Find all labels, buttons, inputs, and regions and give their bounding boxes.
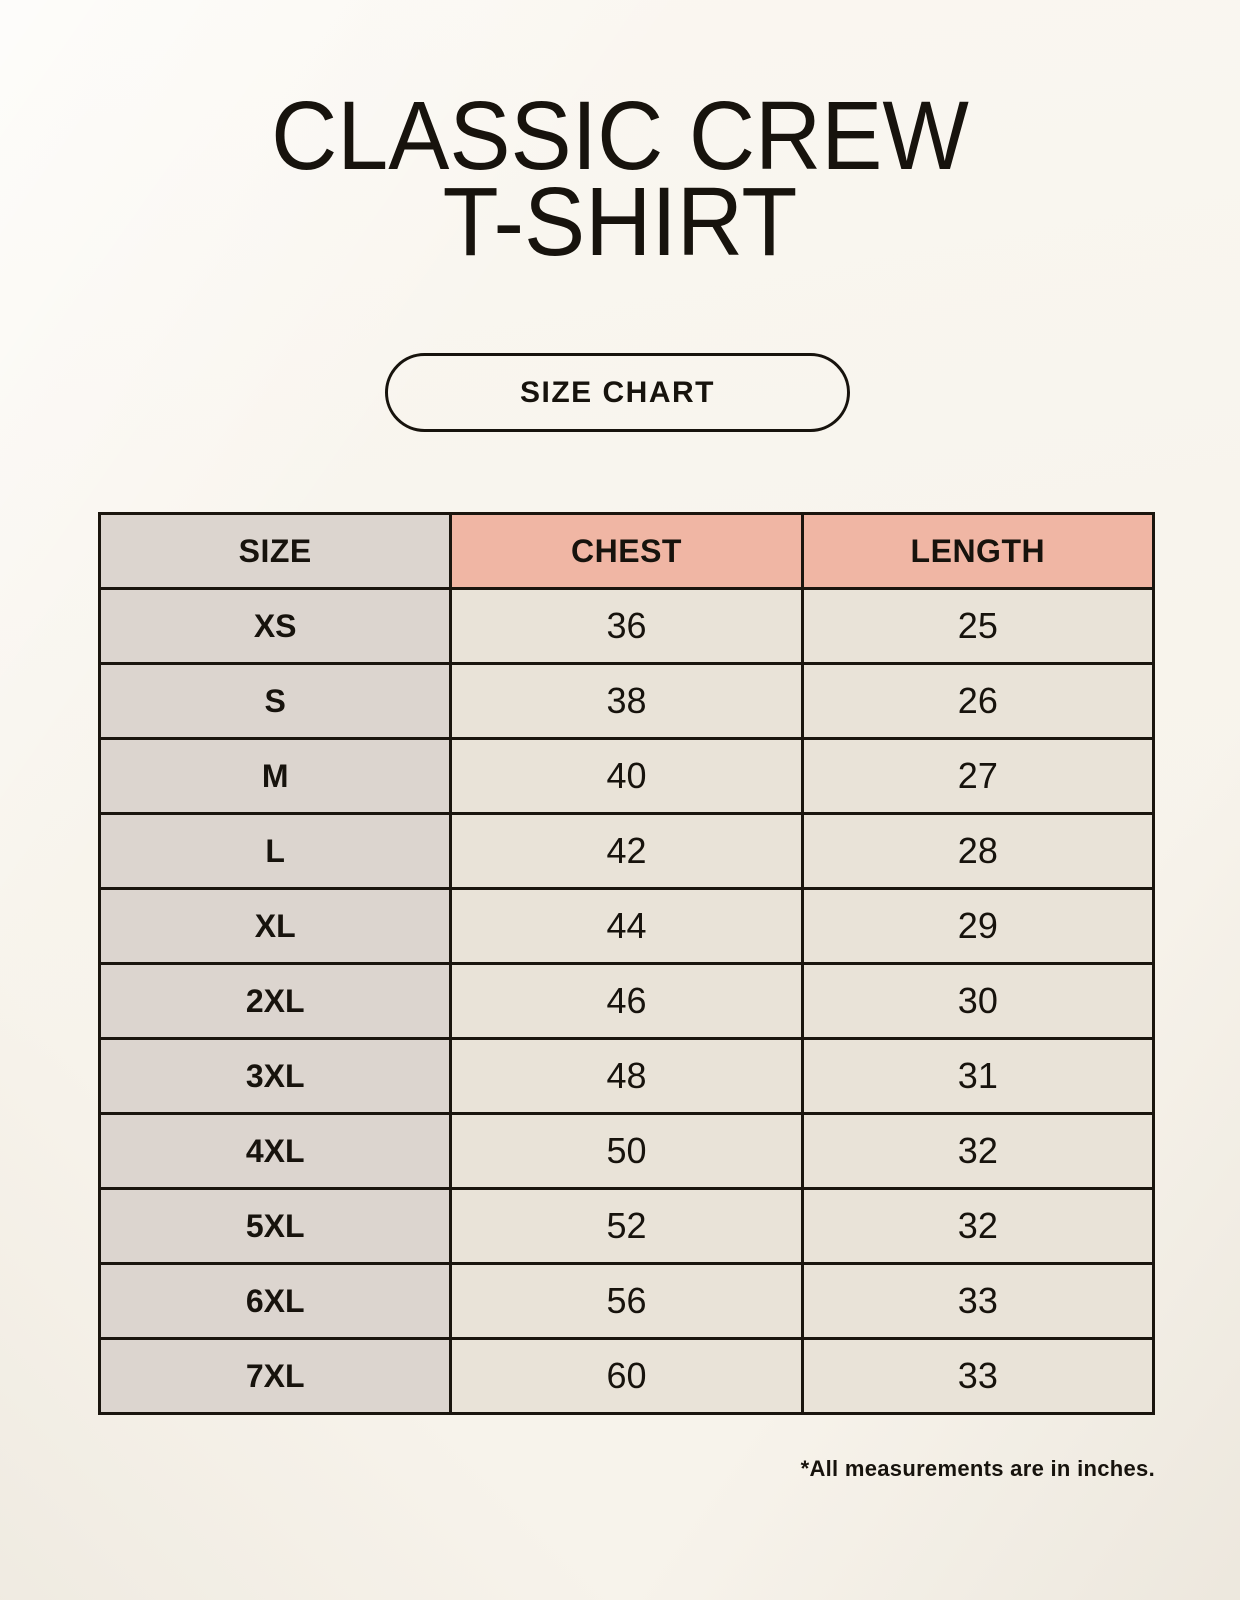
- table-row: [100, 1339, 1154, 1414]
- size-label-cell: 4XL: [100, 1114, 451, 1189]
- table-row: [100, 814, 1154, 889]
- chest-value-cell: 50: [451, 1114, 802, 1189]
- length-value-cell: 33: [802, 1339, 1153, 1414]
- length-value-cell: 31: [802, 1039, 1153, 1114]
- size-label-cell: XS: [100, 589, 451, 664]
- size-label-cell: 2XL: [100, 964, 451, 1039]
- size-label-cell: XL: [100, 889, 451, 964]
- length-value-cell: 25: [802, 589, 1153, 664]
- table-row: [100, 1189, 1154, 1264]
- table-row: [100, 964, 1154, 1039]
- chest-value-cell: 42: [451, 814, 802, 889]
- table-row: [100, 1264, 1154, 1339]
- chest-value-cell: 48: [451, 1039, 802, 1114]
- size-label-cell: 7XL: [100, 1339, 451, 1414]
- chest-value-cell: 40: [451, 739, 802, 814]
- length-value-cell: 27: [802, 739, 1153, 814]
- length-value-cell: 30: [802, 964, 1153, 1039]
- page-title: [34, 81, 1206, 276]
- page-title-line-2: T-SHIRT: [442, 167, 798, 276]
- table-row: [100, 1114, 1154, 1189]
- size-label-cell: 5XL: [100, 1189, 451, 1264]
- size-chart-table: [98, 512, 1155, 1415]
- size-chart-button[interactable]: SIZE CHART: [385, 353, 850, 432]
- table-header-row: [100, 514, 1154, 589]
- chest-value-cell: 44: [451, 889, 802, 964]
- table-row: [100, 889, 1154, 964]
- page-title-line-1: CLASSIC CREW: [271, 81, 969, 190]
- measurements-footnote: *All measurements are in inches.: [800, 1456, 1155, 1481]
- table-row: [100, 1039, 1154, 1114]
- chest-value-cell: 36: [451, 589, 802, 664]
- table-row: [100, 664, 1154, 739]
- length-value-cell: 33: [802, 1264, 1153, 1339]
- size-label-cell: 3XL: [100, 1039, 451, 1114]
- table-row: [100, 739, 1154, 814]
- table-row: [100, 589, 1154, 664]
- chest-value-cell: 46: [451, 964, 802, 1039]
- length-value-cell: 32: [802, 1189, 1153, 1264]
- size-label-cell: S: [100, 664, 451, 739]
- chest-value-cell: 56: [451, 1264, 802, 1339]
- size-label-cell: L: [100, 814, 451, 889]
- column-header-length: LENGTH: [802, 514, 1153, 589]
- column-header-size: SIZE: [100, 514, 451, 589]
- chest-value-cell: 38: [451, 664, 802, 739]
- size-label-cell: M: [100, 739, 451, 814]
- length-value-cell: 32: [802, 1114, 1153, 1189]
- column-header-chest: CHEST: [451, 514, 802, 589]
- chest-value-cell: 60: [451, 1339, 802, 1414]
- size-label-cell: 6XL: [100, 1264, 451, 1339]
- length-value-cell: 29: [802, 889, 1153, 964]
- length-value-cell: 26: [802, 664, 1153, 739]
- chest-value-cell: 52: [451, 1189, 802, 1264]
- length-value-cell: 28: [802, 814, 1153, 889]
